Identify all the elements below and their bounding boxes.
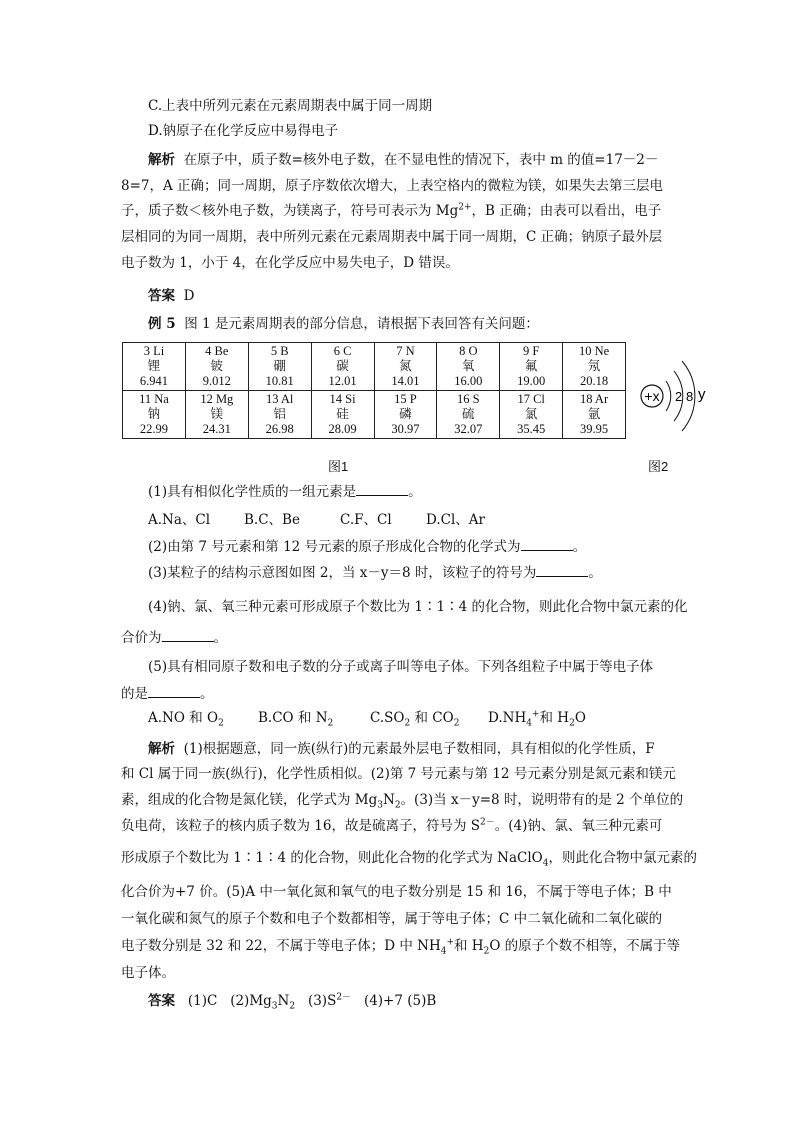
- table-row: [123, 391, 626, 439]
- analysis2-line3: 素，组成的化合物是氮化镁，化学式为 $Mg_3N_2$。(3)当 x－y=8 时，说明带有的是 2 个单位的: [121, 792, 684, 811]
- analysis1-line3: 子，质子数＜核外电子数，为镁离子，符号可表示为 $Mg^{2+}$，B 正确；由表可以看出，电子: [121, 202, 662, 219]
- answer-blank[interactable]: [356, 481, 408, 496]
- answer2: 答案 (1)C $(2)Mg_3N_2$ $(3)S^{2-}$ (4)+7 (5)B: [148, 992, 437, 1012]
- element-cell: [374, 343, 437, 391]
- element-name: 硅: [336, 407, 349, 421]
- fig2-caption: 图2: [648, 459, 669, 474]
- element-name: 磷: [399, 407, 412, 421]
- element-mass: 9.012: [202, 374, 231, 388]
- element-mass: 30.97: [391, 422, 420, 436]
- shell-electrons-3: y: [698, 386, 706, 403]
- question-2: (2)由第 7 号元素和第 12 号元素的原子形成化合物的化学式为 。: [148, 536, 708, 557]
- element-name: 碳: [336, 359, 349, 373]
- question-4-line1: (4)钠、氯、氧三种元素可形成原子个数比为 1∶1∶4 的化合物，则此化合物中氯元素的化: [148, 599, 688, 615]
- element-mass: 24.31: [202, 422, 231, 436]
- q1-option-c: C.F、Cl: [340, 512, 392, 528]
- option-d: D.钠原子在化学反应中易得电子: [148, 123, 339, 139]
- element-cell: [311, 391, 374, 439]
- analysis1-line2: 8=7，A 正确；同一周期，原子序数依次增大，上表空格内的微粒为镁，如果失去第三层电: [121, 178, 664, 194]
- element-cell: [500, 343, 563, 391]
- q5-option-c: $C.SO_2$ 和 $CO_2$: [370, 710, 460, 729]
- element-number-symbol: 15 P: [394, 392, 417, 406]
- q5-option-b: B.CO 和 $N_2$: [258, 710, 334, 729]
- analysis1-line5: 电子数为 1，小于 4，在化学反应中易失电子，D 错误。: [121, 255, 459, 271]
- atom-structure-diagram: [630, 345, 720, 445]
- element-mass: 35.45: [517, 422, 546, 436]
- element-mass: 12.01: [328, 374, 357, 388]
- element-cell: [248, 391, 311, 439]
- analysis1-line4: 层相同的为同一周期，表中所列元素在元素周期表中属于同一周期，C 正确；钠原子最外层: [121, 229, 663, 245]
- answer1: 答案 D: [148, 288, 195, 304]
- analysis2-line1: 解析 (1)根据题意，同一族(纵行)的元素最外层电子数相同，具有相似的化学性质，F: [148, 741, 655, 757]
- element-name: 硫: [462, 407, 475, 421]
- element-mass: 19.00: [517, 374, 546, 388]
- analysis2-line2: 和 Cl 属于同一族(纵行)，化学性质相似。(2)第 7 号元素与第 12 号元素分别是氮元素和镁元: [121, 766, 676, 782]
- element-name: 硼: [273, 359, 286, 373]
- question-5-line1: (5)具有相同原子数和电子数的分子或离子叫等电子体。下列各组粒子中属于等电子体: [148, 659, 654, 675]
- element-number-symbol: 17 Cl: [517, 392, 545, 406]
- option-c: C.上表中所列元素在元素周期表中属于同一周期: [148, 98, 433, 114]
- analysis2-line5: 形成原子个数比为 1∶1∶4 的化合物，则此化合物的化学式为 NaClO$_4$，则此化合物中氯元素的: [121, 850, 697, 869]
- element-name: 铍: [210, 359, 224, 373]
- analysis2-line4: 负电荷，该粒子的核内质子数为 16，故是硫离子，符号为 $S^{2-}$。(4)钠、氯、氧三种元素可: [121, 817, 663, 834]
- element-number-symbol: 12 Mg: [200, 392, 234, 406]
- element-mass: 26.98: [265, 422, 294, 436]
- element-name: 锂: [147, 359, 161, 373]
- element-number-symbol: 7 N: [396, 344, 415, 358]
- analysis2-line6: 化合价为+7 价。(5)A 中一氧化氮和氧气的电子数分别是 15 和 16，不属于等电子体；B 中: [121, 884, 672, 900]
- analysis2-line7: 一氧化碳和氮气的原子个数和电子个数都相等，属于等电子体；C 中二氧化硫和二氧化碳的: [121, 911, 663, 927]
- question-1-options: [148, 510, 708, 530]
- q1-option-d: D.Cl、Ar: [426, 512, 485, 528]
- element-cell: [563, 391, 626, 439]
- analysis2-line8: 电子数分别是 32 和 22，不属于等电子体；D 中 $NH_4^+$和 $H_2O$ 的原子个数不相等，不属于等: [121, 937, 681, 957]
- question-5-options: [148, 708, 708, 728]
- element-cell: [500, 391, 563, 439]
- analysis1-line1: 解析 在原子中，质子数=核外电子数，在不显电性的情况下，表中 m 的值=17－2－: [148, 152, 659, 168]
- element-mass: 39.95: [580, 422, 609, 436]
- answer-blank[interactable]: [536, 562, 588, 577]
- q1-option-a: A.Na、Cl: [148, 512, 211, 528]
- element-cell: [123, 343, 186, 391]
- element-cell: [185, 343, 248, 391]
- element-name: 氩: [587, 407, 601, 421]
- element-mass: 10.81: [265, 374, 294, 388]
- question-1: (1)具有相似化学性质的一组元素是 。: [148, 481, 708, 502]
- question-3: (3)某粒子的结构示意图如图 2，当 x－y＝8 时，该粒子的符号为 。: [148, 562, 708, 583]
- element-name: 氖: [587, 359, 601, 373]
- analysis-label: 解析: [148, 152, 175, 168]
- element-number-symbol: 10 Ne: [578, 344, 610, 358]
- element-number-symbol: 18 Ar: [580, 392, 609, 406]
- element-mass: 14.01: [391, 374, 420, 388]
- shell-electrons-1: 2: [675, 389, 683, 404]
- periodic-table: [122, 342, 626, 439]
- element-number-symbol: 6 C: [333, 344, 352, 358]
- question-4-line2: 合价为 。: [121, 627, 681, 648]
- element-number-symbol: 9 F: [523, 344, 540, 358]
- shell-electrons-2: 8: [686, 389, 694, 404]
- answer-blank[interactable]: [162, 627, 214, 642]
- element-cell: [374, 391, 437, 439]
- element-cell: [185, 391, 248, 439]
- shell-arc-1: [666, 381, 671, 411]
- q5-option-d: $D.NH_4^+$和 $H_2O$: [488, 709, 586, 729]
- element-cell: [437, 391, 500, 439]
- element-mass: 32.07: [454, 422, 483, 436]
- q5-option-a: A.NO 和 $O_2$: [148, 710, 224, 729]
- element-number-symbol: 5 B: [270, 344, 289, 358]
- element-number-symbol: 16 S: [457, 392, 480, 406]
- element-name: 氧: [462, 359, 475, 373]
- answer-blank[interactable]: [148, 683, 200, 698]
- question-5-line2: 的是 。: [121, 683, 681, 704]
- element-cell: [437, 343, 500, 391]
- q1-option-b: B.C、Be: [244, 512, 300, 528]
- element-number-symbol: 8 O: [459, 344, 478, 358]
- element-mass: 6.941: [139, 374, 168, 388]
- element-name: 氟: [524, 359, 538, 373]
- element-mass: 20.18: [580, 374, 609, 388]
- element-name: 铝: [273, 407, 286, 421]
- element-mass: 16.00: [454, 374, 483, 388]
- element-name: 镁: [210, 407, 224, 421]
- element-cell: [311, 343, 374, 391]
- element-cell: [123, 391, 186, 439]
- analysis2-line9: 电子体。: [121, 965, 175, 981]
- element-mass: 28.09: [328, 422, 357, 436]
- element-cell: [248, 343, 311, 391]
- element-cell: [563, 343, 626, 391]
- element-name: 氯: [524, 407, 538, 421]
- answer-blank[interactable]: [521, 536, 573, 551]
- element-name: 钠: [147, 407, 161, 421]
- element-number-symbol: 14 Si: [329, 392, 356, 406]
- table-row: [123, 343, 626, 391]
- element-mass: 22.99: [139, 422, 168, 436]
- nucleus-charge: +x: [644, 388, 660, 404]
- element-number-symbol: 4 Be: [205, 344, 229, 358]
- element-name: 氮: [399, 359, 412, 373]
- answer-label: 答案: [148, 288, 175, 304]
- example5-heading: 例 5 图 1 是元素周期表的部分信息，请根据下表回答有关问题：: [148, 316, 539, 332]
- element-number-symbol: 11 Na: [139, 392, 169, 406]
- element-number-symbol: 3 Li: [143, 344, 165, 358]
- element-number-symbol: 13 Al: [265, 392, 294, 406]
- fig1-caption: 图1: [328, 459, 349, 474]
